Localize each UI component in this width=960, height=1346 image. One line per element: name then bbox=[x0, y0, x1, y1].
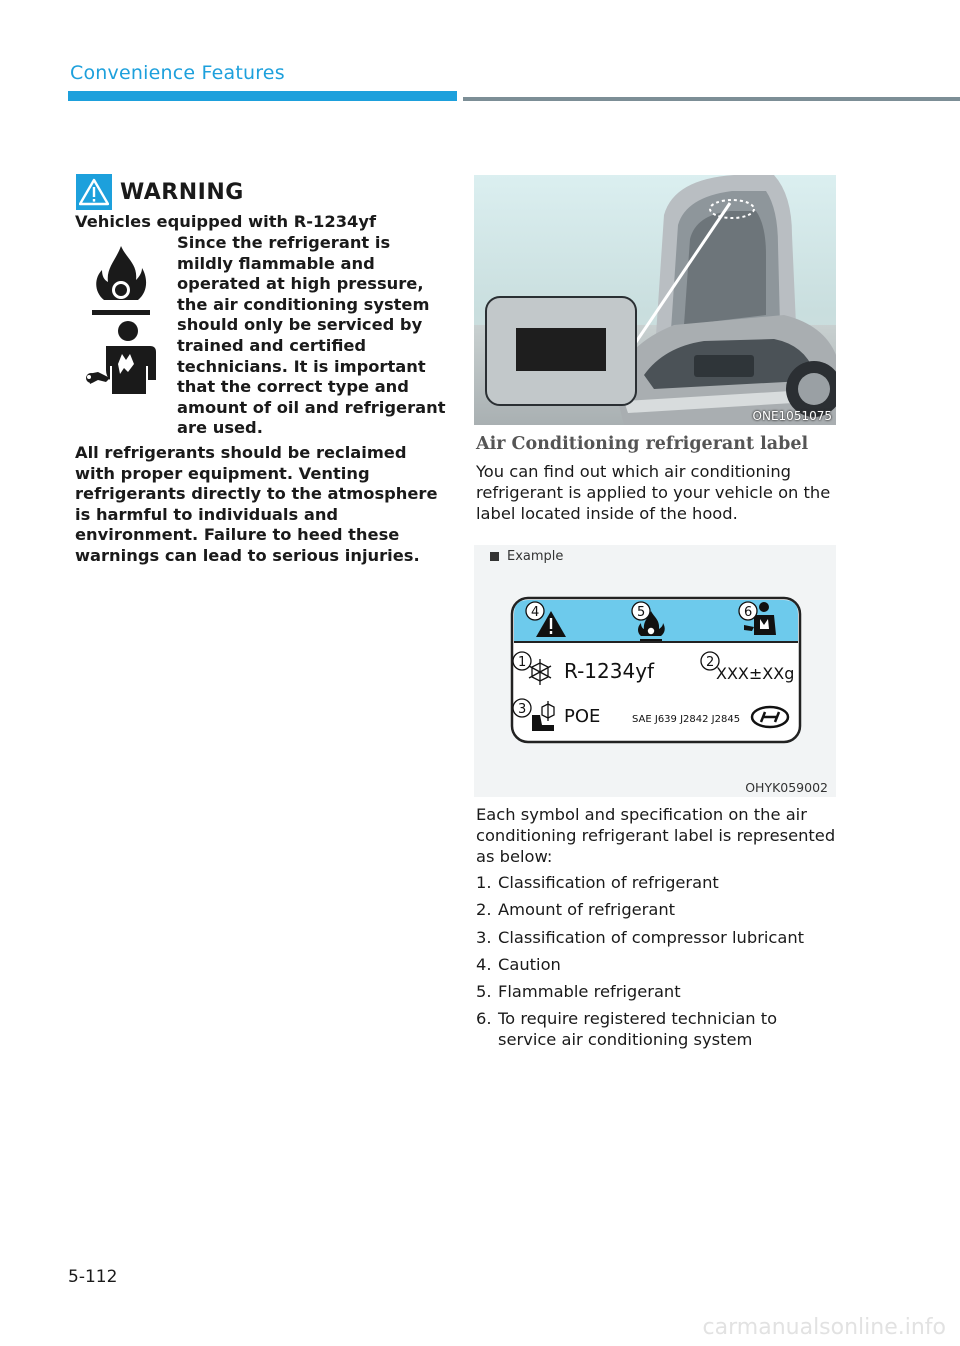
svg-text:1: 1 bbox=[518, 655, 527, 670]
description-paragraph: Each symbol and specification on the air conditioning refrigerant label is represented as below: bbox=[476, 805, 836, 866]
section-heading: Air Conditioning refrigerant label bbox=[476, 434, 809, 454]
example-label: Example bbox=[507, 549, 564, 564]
refrigerant-label-diagram bbox=[474, 545, 836, 797]
svg-text:POE: POE bbox=[564, 706, 601, 727]
example-code: OHYK059002 bbox=[745, 780, 828, 795]
header-rule-accent bbox=[68, 91, 457, 101]
warning-intro: Vehicles equipped with R-1234yf bbox=[75, 212, 377, 231]
warning-icon bbox=[76, 174, 112, 210]
list-item: 6. To require registered technician to service air conditioning system bbox=[476, 1009, 778, 1050]
header-rule bbox=[463, 97, 960, 101]
warning-header bbox=[76, 174, 244, 210]
svg-text:2: 2 bbox=[706, 655, 715, 670]
svg-text:3: 3 bbox=[518, 702, 527, 717]
section-paragraph: You can find out which air conditioning refrigerant is applied to your vehicle on the label located inside of the hood. bbox=[476, 462, 831, 523]
hood-photo bbox=[474, 175, 836, 425]
svg-text:5: 5 bbox=[637, 605, 646, 620]
warning-icon-text: Since the refrigerant is mildly flammable and operated at high pressure, the air conditioning system should only be serviced by trained and certified technicians. It is important that the correct type and amount of oil and refrigerant are used. bbox=[177, 233, 446, 438]
section-title: Convenience Features bbox=[70, 62, 285, 84]
list-item: 4. Caution bbox=[476, 954, 561, 974]
page-number: 5-112 bbox=[68, 1267, 118, 1287]
svg-text:R-1234yf: R-1234yf bbox=[564, 659, 655, 683]
warning-body: All refrigerants should be reclaimed with proper equipment. Venting refrigerants directly to the atmosphere is harmful to individuals and environment. Failure to heed these warnings can lead to serious injuries. bbox=[75, 443, 438, 565]
list-item: 3. Classification of compressor lubricant bbox=[476, 927, 805, 947]
list-item: 1. Classification of refrigerant bbox=[476, 873, 719, 892]
technician-icon bbox=[84, 320, 162, 396]
svg-text:6: 6 bbox=[744, 605, 753, 620]
watermark: carmanualsonline.info bbox=[702, 1315, 946, 1340]
photo-code: ONE1051075 bbox=[752, 409, 832, 423]
svg-text:XXX±XXg: XXX±XXg bbox=[716, 664, 795, 683]
warning-title: WARNING bbox=[120, 179, 244, 205]
list-item: 2. Amount of refrigerant bbox=[476, 900, 676, 920]
symbol-list bbox=[476, 873, 836, 1058]
flammable-icon bbox=[90, 244, 152, 320]
svg-text:4: 4 bbox=[531, 605, 540, 620]
list-item: 5. Flammable refrigerant bbox=[476, 982, 681, 1002]
svg-text:SAE J639 J2842 J2845: SAE J639 J2842 J2845 bbox=[632, 714, 741, 725]
example-box bbox=[474, 545, 836, 797]
